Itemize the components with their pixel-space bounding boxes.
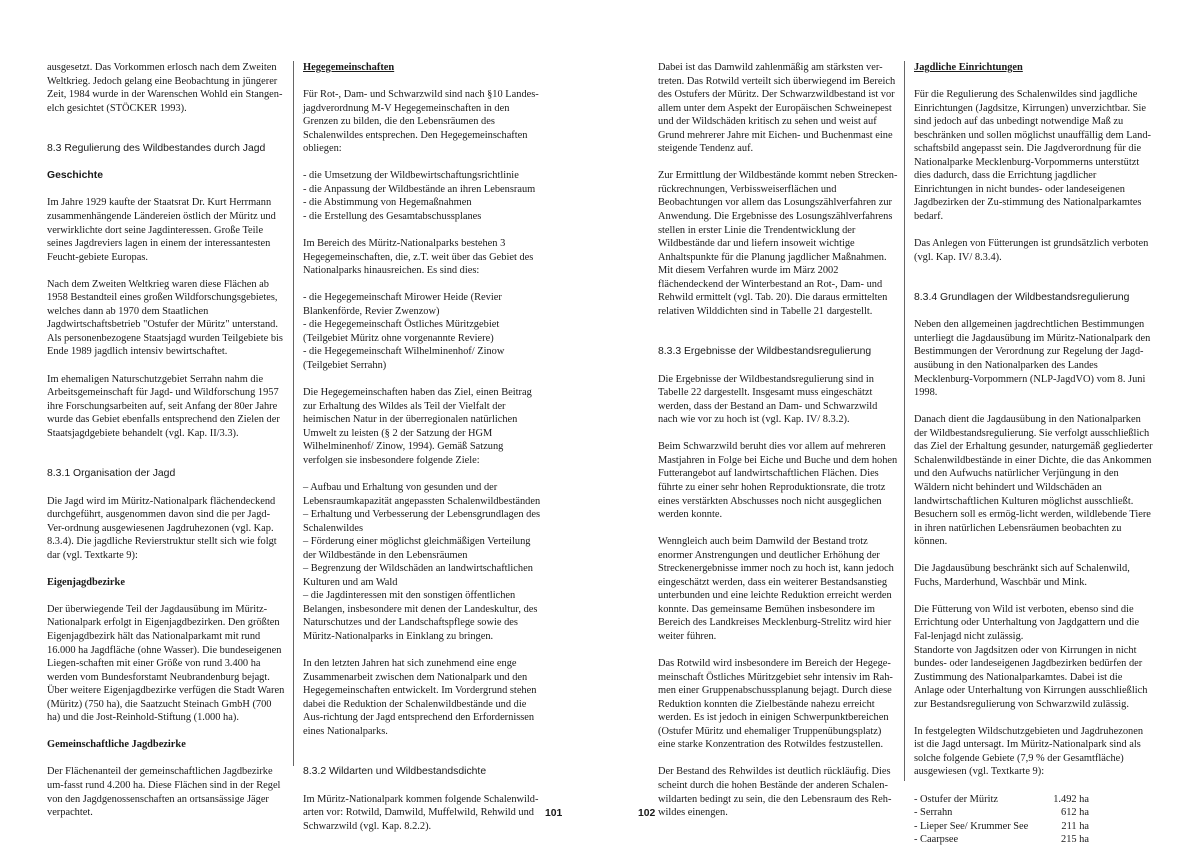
page-number-right: 102 [638, 808, 656, 819]
list-item: - die Abstimmung von Hegemaßnahmen [303, 197, 472, 209]
paragraph: Neben den allgemeinen jagdrechtlichen Bestimmungen unterliegt die Jagdausübung im Müritz-Nationalpark den Bestimmungen der Verordnung zur Regelung der Jagd-ausübung in den Nationalparken des Landes Mecklenburg-Vorpommern (NLP-JagdVO) vom 8. Juni 1998. [914, 319, 1151, 399]
list-item: – Förderung einer möglichst gleichmäßigen Verteilung der Wildbestände in den Lebensräumen [303, 536, 531, 561]
column-1 [47, 61, 287, 833]
list [303, 481, 543, 644]
paragraph: Das Rotwild wird insbesondere im Bereich der Hegege-meinschaft Östliches Müritzgebiet sehr intensiv im Rah-men einer Gruppenabschussplanung bejagt. Durch diese Reduktion konnten die Zielbestände nahezu erreicht werden. Es ist jedoch in einigen Schwerpunktbereichen (Ostufer Müritz und ehemaliger Truppenübungsplatz) eine starke Konzentration des Rotwildes festzustellen. [658, 658, 893, 751]
list-item: - die Anpassung der Wildbestände an ihren Lebensraum [303, 183, 536, 195]
paragraph: Im Jahre 1929 kaufte der Staatsrat Dr. Kurt Herrmann zusammenhängende Ländereien östlich der Müritz und verwirklichte dort seine Jagdinteressen. Große Teile seines Jagdreviers lagen in einem der interessantesten Feucht-gebiete Europas. [47, 197, 276, 263]
paragraph: Der Flächenanteil der gemeinschaftlichen Jagdbezirke um-fasst rund 4.200 ha. Diese Flächen sind in der Regel von den Jagdgenossenschaften an ortsansässige Jäger verpachtet. [47, 766, 281, 819]
table-row: - Serrahn 612 ha [914, 807, 1089, 819]
paragraph: Im Müritz-Nationalpark kommen folgende Schalenwild-arten vor: Rotwild, Damwild, Muffelwild, Rehwild und Schwarzwild (vgl. Kap. 8.2.2). [303, 793, 539, 832]
list-item: – Begrenzung der Wildschäden an landwirtschaftlichen Kulturen und am Wald [303, 563, 533, 588]
paragraph: Standorte von Jagdsitzen oder von Kirrungen in nicht bundes- oder landeseigenen Jagdbezirken bedürfen der Zustimmung des Nationalparkamtes. Dabei ist die Anlage oder Unterhaltung von Kirrungen ausschließlich zur Bestandsregulierung von Schwarzwild zulässig. [914, 644, 1148, 710]
list-item: – die Jagdinteressen mit den sonstigen öffentlichen Belangen, insbesondere mit denen der Landeskultur, des Naturschutzes und der Landschaftspflege sowie des Müritz-Nationalparks in Einklang zu bringen. [303, 590, 538, 642]
list-item: – Erhaltung und Verbesserung der Lebensgrundlagen des Schalenwildes [303, 509, 540, 534]
table-row: - Ostufer der Müritz 1.492 ha [914, 793, 1089, 805]
list-item: - die Erstellung des Gesamtabschussplanes [303, 211, 482, 223]
paragraph: In den letzten Jahren hat sich zunehmend eine enge Zusammenarbeit zwischen dem Nationalpark und den Hegegemeinschaften entwickelt. Im Vordergrund stehen dabei die Reduktion der Schalenwildbestände und die Aus-richtung der Jagd entsprechend den Erfordernissen eines Nationalparks. [303, 658, 537, 737]
list [303, 169, 543, 223]
paragraph: Danach dient die Jagdausübung in den Nationalparken der Wildbestandsregulierung. Sie verfolgt ausschließlich das Ziel der Erhaltung gesunder, naturgemäß gegliederter Schalenwildbestände in einer Dichte, die das Ankommen und den Aufwuchs natürlicher Verjüngung in den Wäldern nicht behindert und Wildschäden an landwirtschaftlichen Kulturen möglichst ausschließt. Besuchern soll es ermög-licht werden, wildlebende Tiere in ihren natürlichen Lebensräumen beobachten zu können. [914, 414, 1153, 548]
subheading-gemeinschaftliche-jagdbezirke: Gemeinschaftliche Jagdbezirke [47, 739, 186, 751]
paragraph: Die Jagdausübung beschränkt sich auf Schalenwild, Fuchs, Marderhund, Waschbär und Mink. [914, 563, 1130, 588]
protected-areas-table [914, 793, 1154, 847]
paragraph: Über weitere Eigenjagdbezirke verfügen die Stadt Waren (Müritz) (750 ha), die Saatzucht Steinach GmbH (700 ha) und die Jost-Reinhold-Stiftung (1.000 ha). [47, 685, 285, 724]
paragraph: Der Bestand des Rehwildes ist deutlich rückläufig. Dies scheint durch die hohen Bestände der anderen Schalen-wildarten bedingt zu sein, die den Lebensraum des Reh-wildes einengen. [658, 766, 892, 819]
paragraph: Beim Schwarzwild beruht dies vor allem auf mehreren Mastjahren in Folge bei Eiche und Buche und dem hohen Futterangebot auf landwirtschaftlichen Flächen. Dies führte zu einer sehr hohen Reproduktionsrate, die trotz eines verstärkten Abschusses noch nicht ausgeglichen werden konnte. [658, 441, 898, 521]
section-heading-8-3-2: 8.3.2 Wildarten und Wildbestandsdichte [303, 766, 487, 778]
list-item: - die Umsetzung der Wildbewirtschaftungsrichtlinie [303, 170, 519, 182]
list-item: - die Hegegemeinschaft Östliches Müritzgebiet (Teilgebiet Müritz ohne vorgenannte Reviere) [303, 319, 500, 344]
table-row: - Caarpsee 215 ha [914, 834, 1089, 846]
paragraph: Die Ergebnisse der Wildbestandsregulierung sind in Tabelle 22 dargestellt. Insgesamt muss eingeschätzt werden, dass der Bestand an Dam- und Schwarzwild nach wie vor zu hoch ist (vgl. Kap. IV/ 8.3.2). [658, 373, 878, 426]
column-divider [293, 61, 294, 766]
paragraph: Das Anlegen von Fütterungen ist grundsätzlich verboten (vgl. Kap. IV/ 8.3.4). [914, 238, 1149, 263]
table-row: - Lieper See/ Krummer See 211 ha [914, 820, 1089, 832]
column-3 [658, 61, 898, 833]
column-2 [303, 61, 543, 847]
paragraph: Die Fütterung von Wild ist verboten, ebenso sind die Errichtung oder Unterhaltung von Jagdgattern und die Fal-lenjagd nicht zulässig. [914, 603, 1140, 642]
section-heading-8-3-3: 8.3.3 Ergebnisse der Wildbestandsregulierung [658, 346, 872, 358]
paragraph: ausgesetzt. Das Vorkommen erlosch nach dem Zweiten Weltkrieg. Jedoch gelang eine Beobachtung in jüngerer Zeit, 1984 wurde in der Warenschen Wohld ein Stangen-elch gesichtet (STÖCKER 1993). [47, 62, 283, 114]
paragraph: Für die Regulierung des Schalenwildes sind jagdliche Einrichtungen (Jagdsitze, Kirrungen) unverzichtbar. Sie sind jedoch auf das unbedingt notwendige Maß zu beschränken und sollen möglichst unauffällig dem Land-schaftsbild angepasst sein. Die Jagdverordnung für die Nationalparke Mecklenburg-Vorpommerns unterstützt dies dadurch, dass die Errichtung jagdlicher Einrichtungen in nicht bundes- oder landeseigenen Jagdbezirken der Zu-stimmung des Nationalparkamtes bedarf. [914, 89, 1152, 223]
section-heading-8-3: 8.3 Regulierung des Wildbestandes durch Jagd [47, 143, 266, 155]
page-number-left: 101 [545, 808, 563, 819]
paragraph: Dabei ist das Damwild zahlenmäßig am stärksten ver-treten. Das Rotwild verteilt sich überwiegend im Bereich des Ostufers der Müritz. Der Schwarzwildbestand ist vor allem unter dem Aspekt der Europäischen Schweinepest und der Wildschäden kritisch zu sehen und weist auf Grund mehrerer Jahre mit Eichen- und Buchenmast eine steigende Tendenz auf. [658, 62, 896, 155]
paragraph: Nach dem Zweiten Weltkrieg waren diese Flächen ab 1958 Bestandteil eines großen Wildforschungsgebietes, welches dann ab 1970 dem Staatlichen Jagdwirtschaftsbetrieb "Ostufer der Müritz" unterstand. Als personenbezogene Staatsjagd wurden Teilgebiete bis Ende 1989 jagdlich intensiv bewirtschaftet. [47, 278, 283, 358]
column-4 [914, 61, 1154, 847]
section-heading-8-3-1: 8.3.1 Organisation der Jagd [47, 468, 176, 480]
paragraph: Die Jagd wird im Müritz-Nationalpark flächendeckend durchgeführt, ausgenommen davon sind die per Jagd-Ver-ordnung ausgewiesenen Jagdruhezonen (vgl. Kap. 8.3.4). Die jagdliche Revierstruktur stellt sich wie folgt dar (vgl. Textkarte 9): [47, 495, 277, 561]
paragraph: Im ehemaligen Naturschutzgebiet Serrahn nahm die Arbeitsgemeinschaft für Jagd- und Wildforschung 1957 ihre Forschungsarbeiten auf, seit Anfang der 80er Jahre wurde das Gebiet ebenfalls entsprechend den Zielen der Staatsjagdgebiete behandelt (vgl. Kap. II/3.3). [47, 373, 280, 439]
column-divider [904, 61, 905, 781]
subheading-jagdliche-einrichtungen: Jagdliche Einrichtungen [914, 62, 1023, 73]
subheading-hegegemeinschaften: Hegegemeinschaften [303, 62, 395, 73]
paragraph: Wenngleich auch beim Damwild der Bestand trotz enormer Anstrengungen und deutlicher Erhöhung der Streckenergebnisse immer noch zu hoch ist, kann jedoch eingeschätzt werden, dass ein weiterer Bestandsanstieg unterbunden und eine leichte Reduktion erreicht werden konnte. Das gemeinsame Bemühen insbesondere im Bereich des Landkreises Mecklenburg-Strelitz wird hier weiter führen. [658, 536, 894, 642]
list-item: - die Hegegemeinschaft Mirower Heide (Revier Blankenförde, Revier Zwenzow) [303, 292, 502, 317]
paragraph: Im Bereich des Müritz-Nationalparks bestehen 3 Hegegemeinschaften, die, z.T. weit über das Gebiet des Nationalparks hinausreichen. Es sind dies: [303, 238, 534, 277]
list-item: – Aufbau und Erhaltung von gesunden und der Lebensraumkapazität angepassten Schalenwildbeständen [303, 481, 541, 507]
list-item: - die Hegegemeinschaft Wilhelminenhof/ Zinow (Teilgebiet Serrahn) [303, 346, 505, 372]
section-heading-8-3-4: 8.3.4 Grundlagen der Wildbestandsregulierung [914, 292, 1130, 304]
paragraph: Für Rot-, Dam- und Schwarzwild sind nach §10 Landes-jagdverordnung M-V Hegegemeinschaften in den Grenzen zu bilden, die den Lebensräumen des Schalenwildes entsprechen. Den Hegegemeinschaften obliegen: [303, 89, 539, 155]
paragraph: Zur Ermittlung der Wildbestände kommt neben Strecken-rückrechnungen, Verbissweiserflächen und Beobachtungen vor allem das Losungszählverfahren zur Anwendung. Die Ergebnisse des Losungszählverfahrens stellen in erster Linie die Trendentwicklung der Wildbestände dar und liefern insoweit wichtige Anhaltspunkte für die Planung jagdlicher Maßnahmen. Mit diesem Verfahren wurde im März 2002 flächendeckend der Winterbestand an Rot-, Dam- und Rehwild ermittelt (vgl. Tab. 20). Die daraus ermittelten relativen Wilddichten sind in Tabelle 21 dargestellt. [658, 170, 898, 317]
paragraph: Die Hegegemeinschaften haben das Ziel, einen Beitrag zur Erhaltung des Wildes als Teil der Vielfalt der heimischen Natur in der überregionalen natürlichen Umwelt zu leisten (§ 2 der Satzung der HGM Wilhelminenhof/ Zinow, 1994). Gemäß Satzung verfolgen sie insbesondere folgende Ziele: [303, 387, 532, 466]
subheading-eigenjagdbezirke: Eigenjagdbezirke [47, 576, 125, 588]
list [303, 291, 543, 372]
subheading-geschichte: Geschichte [47, 170, 104, 182]
paragraph: In festgelegten Wildschutzgebieten und Jagdruhezonen ist die Jagd untersagt. Im Müritz-Nationalpark sind als solche folgende Gebiete (7,9 % der Gesamtfläche) ausgewiesen (vgl. Textkarte 9): [914, 725, 1144, 778]
paragraph: Der überwiegende Teil der Jagdausübung im Müritz-Nationalpark erfolgt in Eigenjagdbezirken. Den größten Eigenjagdbezirk hält das Nationalparkamt mit rund 16.000 ha Jagdfläche (ohne Wasser). Die bundeseigenen Liegen-schaften mit einer Größe von rund 3.400 ha werden vom Bundesforstamt Neubrandenburg bejagt. [47, 603, 282, 683]
